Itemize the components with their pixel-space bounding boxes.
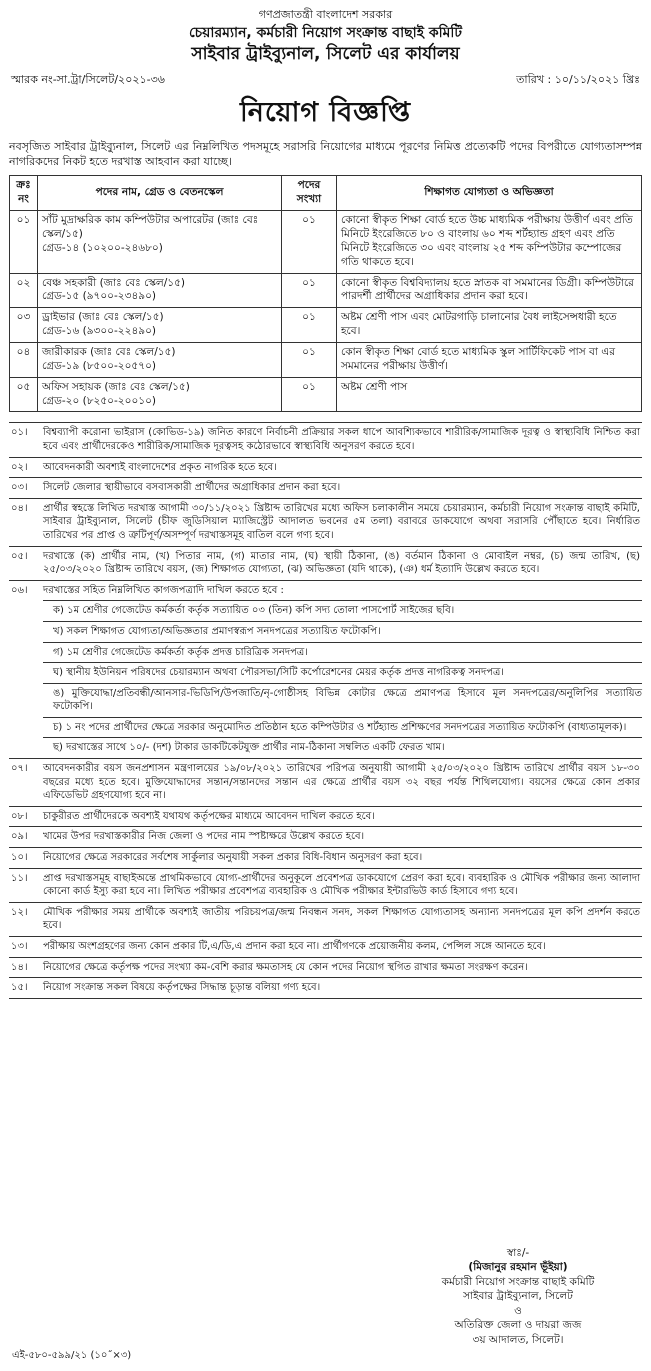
condition-text: খামের উপর দরখাস্তকারীর নিজ জেলা ও পদের নাম স্পষ্টাক্ষরে উল্লেখ করতে হবে। [43, 831, 365, 843]
row-qualification: অষ্টম শ্রেণী পাস [337, 377, 642, 412]
row-count: ০১ [282, 377, 337, 412]
document-item: ছ) দরখাস্তের সাথে ১০/- (দশ) টাকার ডাকটিকেটযুক্ত প্রার্থীর নাম-ঠিকানা সম্বলিত একটি ফেরত খাম। [43, 737, 642, 758]
condition-text: আবেদনকারীর বয়স জনপ্রশাসন মন্ত্রণালয়ের ১৯/০৮/২০২১ তারিখের পরিপত্র অনুযায়ী আগামী ২৫/০৩/২০২০ খ্রিষ্টাব্দ তারিখে প্রার্থীর বয়স ১৮-৩০ বছরের মধ্যে হতে হবে। মুক্তিযোদ্ধাদের সন্তান/সন্তানদের সন্তান এর ক্ষেত্রে প্রার্থীর বয়স ৩২ বছর পর্যন্ত শিথিলযোগ্য। বয়সের ক্ষেত্রে কোন প্রকার এফিডেভিট গ্রহণযোগ্য হবে না। [43, 763, 640, 802]
row-serial: ০৫ [10, 377, 38, 412]
document-item: ঘ) স্থানীয় ইউনিয়ন পরিষদের চেয়ারম্যান অথবা পৌরসভা/সিটি কর্পোরেশনের মেয়র কর্তৃক প্রদত্ত নাগরিকত্ব সনদপত্র। [43, 662, 642, 683]
condition-item [9, 546, 642, 580]
condition-number: ০১। [11, 427, 28, 439]
row-qualification: কোনো স্বীকৃত শিক্ষা বোর্ড হতে উচ্চ মাধ্যমিক পরীক্ষায় উত্তীর্ণ এবং প্রতি মিনিটে ইংরেজিতে ৮০ ও বাংলায় ৬০ শব্দ শর্টহ্যান্ড গ্রহণ এবং প্রতি মিনিটে ইংরেজিতে ৩০ এবং বাংলায় ২৫ শব্দ কম্পিউটার কম্পোজের গতি থাকতে হবে। [337, 211, 642, 273]
row-serial: ০২ [10, 273, 38, 308]
condition-number: ০৪। [11, 502, 28, 514]
row-post [38, 308, 282, 343]
row-qualification: কোন স্বীকৃত শিক্ষা বোর্ড হতে মাধ্যমিক স্কুল সার্টিফিকেট পাস বা এর সমমানের পরীক্ষায় উত্তীর্ণ। [337, 342, 642, 377]
row-count: ০১ [282, 211, 337, 273]
row-post [38, 211, 282, 273]
signatory-line: ৩য় আদালত, সিলেট। [472, 1333, 564, 1346]
condition-number: ১০। [11, 852, 28, 864]
condition-text: মৌখিক পরীক্ষার সময় প্রার্থীকে অবশ্যই জাতীয় পরিচয়পত্র/জন্ম নিবন্ধন সনদ, সকল শিক্ষাগত যোগ্যতাসহ অন্যান্য সনদপত্রের মূল কপি প্রদর্শন করতে হবে। [43, 906, 640, 932]
condition-number: ০৮। [11, 810, 28, 822]
row-serial: ০৩ [10, 308, 38, 343]
row-post [38, 273, 282, 308]
document-item: ঙ) মুক্তিযোদ্ধা/প্রতিবন্ধী/আনসার-ভিডিপি/উপজাতি/নৃ-গোষ্ঠীসহ বিভিন্ন কোটার ক্ষেত্রে প্রমাণপত্র হিসাবে মূল সনদপত্রের/অনুলিপির সত্যায়িত ফটোকপি। [43, 683, 642, 717]
print-code: এই-৫৮০-৫৯৯/২১ (১০˝×৩) [12, 1350, 132, 1361]
col-post-count: পদের সংখ্যা [282, 176, 337, 211]
col-serial: ক্রঃ নং [10, 176, 38, 211]
condition-item [9, 868, 642, 902]
table-row [10, 211, 642, 273]
committee-name: চেয়ারম্যান, কর্মচারী নিয়োগ সংক্রান্ত বাছাই কমিটি [188, 24, 463, 41]
condition-number: ০৬। [11, 584, 28, 596]
page-title: নিয়োগ বিজ্ঞপ্তি [239, 96, 412, 128]
table-row [10, 342, 642, 377]
post-name: ড্রাইভার (জাঃ বেঃ স্কেল/১৫) [42, 311, 164, 324]
condition-item [9, 977, 642, 999]
table-row [10, 273, 642, 308]
table-row [10, 377, 642, 412]
row-qualification: অষ্টম শ্রেণী পাস এবং মোটরগাড়ি চালানোর বৈধ লাইসেন্সধারী হতে হবে। [337, 308, 642, 343]
row-count: ০১ [282, 308, 337, 343]
condition-text: দরখাস্তে (ক) প্রার্থীর নাম, (খ) পিতার নাম, (গ) মাতার নাম, (ঘ) স্থায়ী ঠিকানা, (ঙ) বর্তমান ঠিকানা ও মোবাইল নম্বর, (চ) জন্ম তারিখ, (ছ) ২৫/০৩/২০২০ খ্রিষ্টাব্দ তারিখে বয়স, (জ) শিক্ষাগত যোগ্যতা, (ঝ) অভিজ্ঞতা (যদি থাকে), (ঞ) ধর্ম ইত্যাদি উল্লেখ করতে হবে। [43, 550, 640, 576]
post-grade: গ্রেড-২০ (৮২৫০-২০০১০) [42, 394, 157, 407]
reference-line [9, 73, 642, 88]
condition-item [9, 902, 642, 936]
required-documents-list [43, 600, 642, 758]
government-name: গণপ্রজাতন্ত্রী বাংলাদেশ সরকার [258, 8, 393, 21]
condition-number: ০৩। [11, 482, 28, 494]
condition-text: চাকুরীরত প্রার্থীদেরকে অবশ্যই যথাযথ কর্তৃপক্ষের মাধ্যমে আবেদন দাখিল করতে হবে। [43, 810, 375, 822]
post-name: অফিস সহায়ক (জাঃ বেঃ স্কেল/১৫) [42, 380, 190, 393]
condition-text: নিয়োগের ক্ষেত্রে কর্তৃপক্ষ পদের সংখ্যা কম-বেশি করার ক্ষমতাসহ যে কোন পদের নিয়োগ স্থগিত রাখার ক্ষমতা সংরক্ষণ করেন। [43, 961, 528, 973]
col-qualification: শিক্ষাগত যোগ্যতা ও অভিজ্ঞতা [337, 176, 642, 211]
post-grade: গ্রেড-১৬ (৯৩০০-২২৪৯০) [42, 325, 157, 338]
conditions-list [9, 422, 642, 998]
condition-number: ১৫। [11, 982, 28, 994]
table-row [10, 308, 642, 343]
post-name: বেঞ্চ সহকারী (জাঃ বেঃ স্কেল/১৫) [42, 276, 185, 289]
post-name: সাঁট মুদ্রাক্ষরিক কাম কম্পিউটার অপারেটর (জাঃ বেঃ স্কেল/১৫) [42, 214, 259, 240]
condition-item [9, 936, 642, 957]
condition-number: ১৩। [11, 941, 28, 952]
condition-text: দরখাস্তের সহিত নিম্নলিখিত কাগজপত্রাদি দাখিল করতে হবে : [43, 584, 284, 596]
condition-item [9, 806, 642, 827]
condition-text: আবেদনকারী অবশ্যই বাংলাদেশের প্রকৃত নাগরিক হতে হবে। [43, 461, 277, 473]
condition-number: ০৯। [11, 831, 28, 843]
condition-item [9, 422, 642, 456]
post-grade: গ্রেড-১৫ (৯৭০০-২৩৪৯০) [42, 290, 156, 303]
signatory-name: (মিজানুর রহমান ভূঁইয়া) [468, 1261, 568, 1274]
condition-item [9, 498, 642, 546]
post-grade: গ্রেড-১৪ (১০২০০-২৪৬৮০) [42, 241, 163, 254]
issue-date: তারিখ : ১০/১১/২০২১ খ্রিঃ [516, 73, 640, 87]
col-post-name: পদের নাম, গ্রেড ও বেতনস্কেল [38, 176, 282, 211]
condition-number: ০৫। [11, 550, 28, 562]
condition-item [9, 758, 642, 806]
condition-item [9, 847, 642, 868]
row-qualification: কোনো স্বীকৃত বিশ্ববিদ্যালয় হতে স্নাতক বা সমমানের ডিগ্রী। কম্পিউটারে পারদর্শী প্রার্থীদের অগ্রাধিকার প্রদান করা হবে। [337, 273, 642, 308]
document-item: খ) সকল শিক্ষাগত যোগ্যতা/অভিজ্ঞতার প্রমাণস্বরূপ সনদপত্রের সত্যায়িত ফটোকপি। [43, 621, 642, 642]
intro-paragraph: নবসৃজিত সাইবার ট্রাইব্যুনাল, সিলেট এর নিম্নলিখিত পদসমূহে সরাসরি নিয়োগের মাধ্যমে পূরণের নিমিত্ত প্রত্যেকটি পদের বিপরীতে যোগ্যতাসম্পন্ন নাগরিকদের নিকট হতে দরখাস্ত আহবান করা যাচ্ছে। [9, 139, 642, 168]
row-serial: ০১ [10, 211, 38, 273]
condition-text: পরীক্ষায় অংশগ্রহণের জন্য কোন প্রকার টি,এ/ডি,এ প্রদান করা হবে না। প্রার্থীগণকে প্রয়োজনীয় কলম, পেন্সিল সঙ্গে আনতে হবে। [43, 941, 546, 952]
signatory-line: অতিরিক্ত জেলা ও দায়রা জজ [454, 1319, 582, 1332]
post-grade: গ্রেড-১৯ (৮৫০০-২০৫৭০) [42, 359, 156, 372]
signatory-line: ও [514, 1304, 522, 1317]
row-post [38, 342, 282, 377]
condition-text: বিশ্বব্যাপী করোনা ভাইরাস (কোভিড-১৯) জনিত কারণে নির্বাচনী প্রক্রিয়ার সকল ধাপে আবশ্যিকভাবে শারীরিক/সামাজিক দূরত্ব ও স্বাস্থ্যবিধি নিশ্চিত করা হবে এবং প্রার্থীদেরকেও শারীরিক/সামাজিক দূরত্বসহ কঠোরভাবে স্বাস্থ্যবিধি অনুসরণ করতে হবে। [43, 427, 640, 452]
condition-text: প্রার্থীর স্বহস্তে লিখিত দরখাস্ত আগামী ৩০/১১/২০২১ খ্রিষ্টাব্দ তারিখের মধ্যে অফিস চলাকালীন সময়ে চেয়ারম্যান, কর্মচারী নিয়োগ সংক্রান্ত বাছাই কমিটি, সাইবার ট্রাইব্যুনাল, সিলেট (চীফ জুডিসিয়াল ম্যাজিস্ট্রেট আদালত ভবনের ৫ম তলা) বরাবরে ডাকযোগে অথবা সরাসরি পৌঁছাতে হবে। নির্ধারিত তারিখের পর প্রাপ্ত ও ত্রুটিপূর্ণ/অসম্পূর্ণ দরখাস্তসমূহ বাতিল বলে গণ্য হবে। [43, 502, 640, 541]
condition-number: ১১। [11, 872, 28, 884]
condition-number: ০৭। [11, 763, 28, 775]
condition-item [9, 957, 642, 978]
signatory-line: কর্মচারী নিয়োগ সংক্রান্ত বাছাই কমিটি [441, 1275, 595, 1288]
posts-table [9, 175, 642, 412]
document-item: গ) ১ম শ্রেণীর গেজেটেড কর্মকর্তা কর্তৃক প্রদত্ত চারিত্রিক সনদপত্র। [43, 642, 642, 663]
table-header-row [10, 176, 642, 211]
office-name: সাইবার ট্রাইব্যুনাল, সিলেট এর কার্যালয় [191, 43, 460, 64]
row-count: ০১ [282, 342, 337, 377]
signature-block [400, 1246, 636, 1347]
row-count: ০১ [282, 273, 337, 308]
document-item: ক) ১ম শ্রেণীর গেজেটেড কর্মকর্তা কর্তৃক সত্যায়িত ০৩ (তিন) কপি সদ্য তোলা পাসপোর্ট সাইজের ছবি। [43, 600, 642, 621]
signatory-line: সাইবার ট্রাইব্যুনাল, সিলেট [463, 1290, 573, 1303]
memo-number: স্মারক নং-সা.ট্রা/সিলেট/২০২১-৩৬ [11, 73, 165, 87]
condition-number: ১২। [11, 906, 28, 918]
condition-item [9, 826, 642, 847]
condition-text: নিয়োগের ক্ষেত্রে সরকারের সর্বশেষ সার্কুলার অনুযায়ী সকল প্রকার বিধি-বিধান অনুসরণ করা হবে। [43, 852, 423, 864]
condition-text: প্রাপ্ত দরখাস্তসমূহ বাছাইঅন্তে প্রাথমিকভাবে যোগ্য-প্রার্থীদের অনুকূলে প্রবেশপত্র ডাকযোগে প্রেরণ করা হবে। ব্যবহারিক ও মৌখিক পরীক্ষার জন্য আলাদা কোনো কার্ড ইস্যু করা হবে না। লিখিত পরীক্ষার প্রবেশপত্র ব্যবহারিক ও মৌখিক পরীক্ষার ইন্টারভিউ কার্ড হিসাবে গণ্য হবে। [43, 872, 640, 898]
row-post [38, 377, 282, 412]
condition-text: নিয়োগ সংক্রান্ত সকল বিষয়ে কর্তৃপক্ষের সিদ্ধান্ত চূড়ান্ত বলিয়া গণ্য হবে। [43, 982, 321, 994]
post-name: জারীকারক (জাঃ বেঃ স্কেল/১৫) [42, 345, 176, 358]
signature-mark: স্বাঃ/- [506, 1247, 530, 1259]
row-serial: ০৪ [10, 342, 38, 377]
condition-item [9, 457, 642, 478]
condition-number: ১৪। [11, 961, 28, 973]
condition-item [9, 580, 642, 601]
condition-number: ০২। [11, 461, 28, 473]
condition-item [9, 477, 642, 498]
document-item: চ) ১ নং পদের প্রার্থীদের ক্ষেত্রে সরকার অনুমোদিত প্রতিষ্ঠান হতে কম্পিউটার ও শর্টহ্যান্ড প্রশিক্ষণের সনদপত্রের সত্যায়িত ফটোকপি (বাধ্যতামূলক)। [43, 717, 642, 738]
condition-text: সিলেট জেলার স্থায়ীভাবে বসবাসকারী প্রার্থীদের অগ্রাধিকার প্রদান করা হবে। [43, 482, 341, 494]
